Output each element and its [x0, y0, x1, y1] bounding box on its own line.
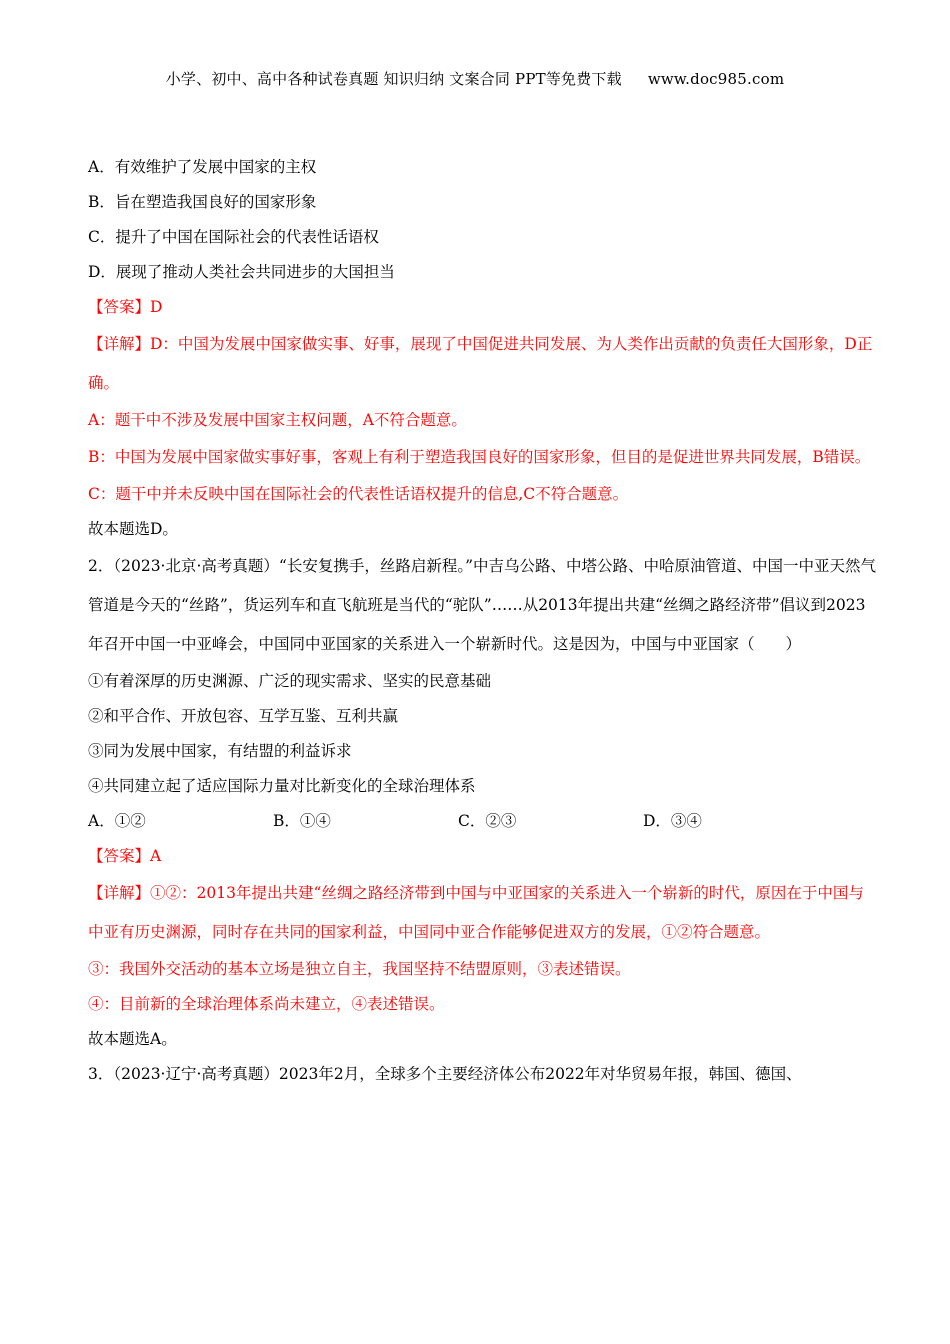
q2-answer: 【答案】A — [88, 847, 162, 865]
q1-option-a: A．有效维护了发展中国家的主权 — [88, 158, 317, 176]
q2-conclusion: 故本题选A。 — [88, 1030, 177, 1048]
q1-option-c: C．提升了中国在国际社会的代表性话语权 — [88, 228, 379, 246]
q1-detail-b: B：中国为发展中国家做实事好事，客观上有利于塑造我国良好的国家形象，但目的是促进世界共同发展，B错误。 — [88, 448, 871, 466]
q2-option-a: A．①② — [88, 812, 146, 830]
q2-item-4: ④共同建立起了适应国际力量对比新变化的全球治理体系 — [88, 777, 476, 795]
document-body — [88, 150, 878, 1092]
q2-item-3: ③同为发展中国家，有结盟的利益诉求 — [88, 742, 352, 760]
q2-detail-4: ④：目前新的全球治理体系尚未建立，④表述错误。 — [88, 995, 445, 1013]
q1-answer: 【答案】D — [88, 298, 163, 316]
q1-detail-a: A：题干中不涉及发展中国家主权问题，A不符合题意。 — [88, 411, 467, 429]
q2-detail-3: ③：我国外交活动的基本立场是独立自主，我国坚持不结盟原则，③表述错误。 — [88, 960, 631, 978]
q2-item-2: ②和平合作、开放包容、互学互鉴、互利共赢 — [88, 707, 399, 725]
q1-option-d: D．展现了推动人类社会共同进步的大国担当 — [88, 263, 395, 281]
q2-option-b: B．①④ — [273, 812, 331, 830]
q2-options — [88, 804, 878, 839]
q2-detail-12: 【详解】①②：2013年提出共建“丝绸之路经济带到中国与中亚国家的关系进入一个崭新的时代，原因在于中国与中亚有历史渊源，同时存在共同的国家利益，中国同中亚合作能够促进双方的发展，①②符合题意。 — [88, 884, 864, 941]
q2-option-c: C．②③ — [458, 812, 517, 830]
q3-stem: 3．（2023·辽宁·高考真题）2023年2月，全球多个主要经济体公布2022年对华贸易年报，韩国、德国、 — [88, 1065, 802, 1083]
page-header — [0, 68, 950, 89]
q1-option-b: B．旨在塑造我国良好的国家形象 — [88, 193, 317, 211]
header-url[interactable]: www.doc985.com — [647, 70, 785, 88]
q2-item-1: ①有着深厚的历史渊源、广泛的现实需求、坚实的民意基础 — [88, 672, 492, 690]
q1-conclusion: 故本题选D。 — [88, 520, 178, 538]
q2-option-d: D．③④ — [643, 812, 702, 830]
q1-detail-c: C：题干中并未反映中国在国际社会的代表性话语权提升的信息,C不符合题意。 — [88, 485, 629, 503]
header-text: 小学、初中、高中各种试卷真题 知识归纳 文案合同 PPT等免费下载 — [165, 70, 622, 88]
q1-detail-d: 【详解】D：中国为发展中国家做实事、好事，展现了中国促进共同发展、为人类作出贡献的负责任大国形象，D正确。 — [88, 335, 873, 392]
q2-stem: 2．（2023·北京·高考真题）“长安复携手，丝路启新程。”中吉乌公路、中塔公路、中哈原油管道、中国一中亚天然气管道是今天的“丝路”，货运列车和直飞航班是当代的“驼队”……从2013年提出共建“丝绸之路经济带”倡议到2023年召开中国一中亚峰会，中国同中亚国家的关系进入一个崭新时代。这是因为，中国与中亚国家（ ） — [88, 557, 877, 653]
